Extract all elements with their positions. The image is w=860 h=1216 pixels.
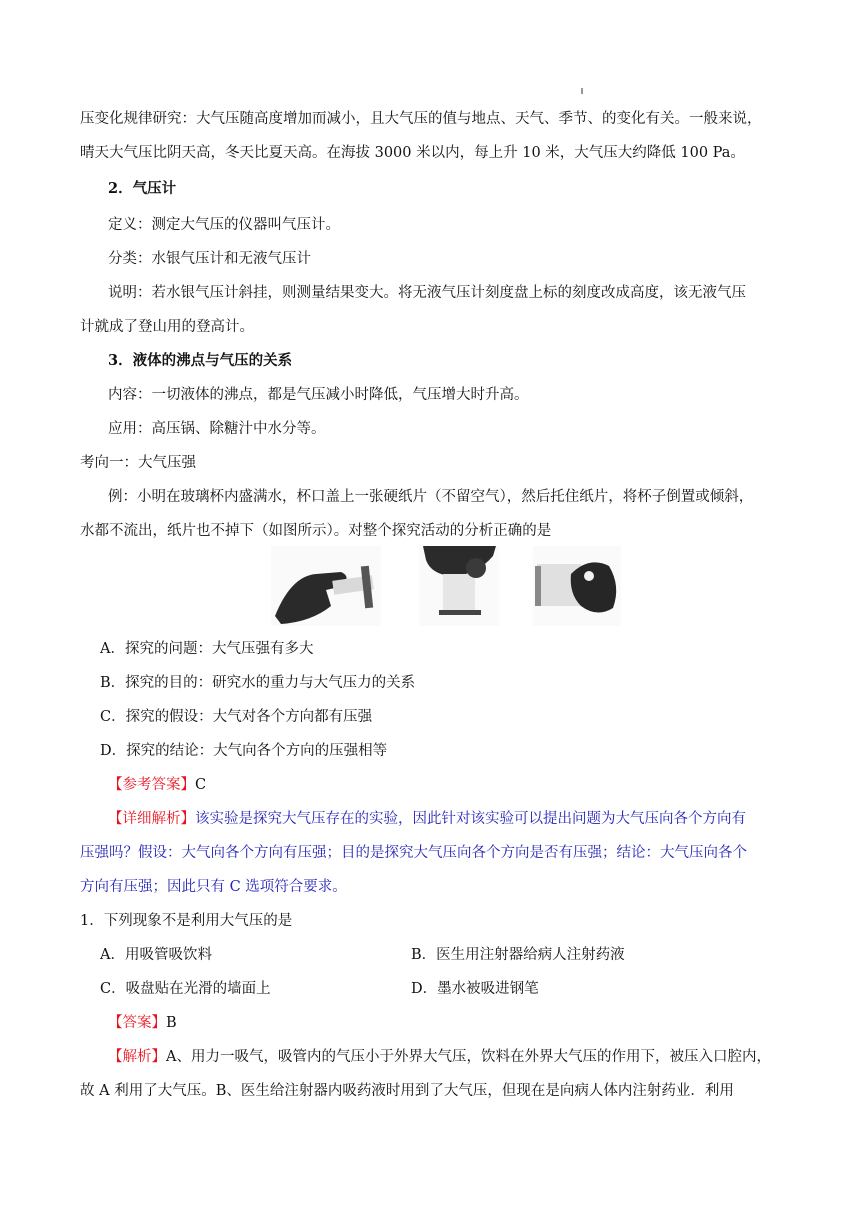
example-line-2: 水都不流出，纸片也不掉下（如图所示）。对整个探究活动的分析正确的是 [80,523,552,539]
example-line-1: 例：小明在玻璃杯内盛满水，杯口盖上一张硬纸片（不留空气），然后托住纸片，将杯子倒置或倾斜， [108,489,754,505]
question-1-option-a: A．用吸管吸饮料 [100,947,212,963]
boiling-point-application: 应用：高压锅、除糖汁中水分等。 [108,421,326,437]
barometer-note-line-2: 计就成了登山用的登高计。 [80,319,254,335]
question-1-option-c: C．吸盘贴在光滑的墙面上 [100,981,271,997]
question-1-answer [80,1006,813,1040]
question-1-analysis-line-2: 故 A 利用了大气压。B、医生给注射器内吸药液时用到了大气压，但现在是向病人体内注射药业．利用 [80,1083,734,1099]
intro-line-2: 晴天大气压比阴天高，冬天比夏天高。在海拔 3000 米以内，每上升 10 米，大气压大约降低 100 Pa。 [80,145,745,161]
example-option-d: D．探究的结论：大气向各个方向的压强相等 [100,743,388,759]
intro-line-1: 压变化规律研究：大气压随高度增加而减小，且大气压的值与地点、天气、季节、的变化有关。一般来说， [80,111,762,127]
section-3-heading: 3．液体的沸点与气压的关系 [108,352,293,369]
section-2-heading: 2．气压计 [108,180,177,197]
question-1-answer-tag: 【答案】 [108,1015,166,1031]
example-option-a: A．探究的问题：大气压强有多大 [100,641,314,657]
analysis-line-2: 压强吗？假设：大气向各个方向有压强；目的是探究大气压向各个方向是否有压强；结论：大气压向各个 [80,845,747,861]
question-1-answer-value: B [166,1015,177,1031]
header-mark [581,88,583,94]
experiment-photos [271,546,621,626]
analysis-line-1 [80,802,813,836]
question-1-options-row-1 [100,938,790,972]
photo-inverted-cup [419,546,499,626]
question-1-analysis-text-1: A、用力一吸气，吸管内的气压小于外界大气压，饮料在外界大气压的作用下，被压入口腔内， [166,1049,771,1065]
barometer-definition: 定义：测定大气压的仪器叫气压计。 [108,217,340,233]
question-1-option-d: D．墨水被吸进钢笔 [411,981,539,997]
topic-title: 考向一：大气压强 [80,455,196,471]
analysis-line-3: 方向有压强；因此只有 C 选项符合要求。 [80,879,347,895]
example-option-c: C．探究的假设：大气对各个方向都有压强 [100,709,373,725]
analysis-tag: 【详细解析】 [108,811,195,827]
photo-tilted-cup [271,546,381,626]
answer-value: C [195,777,207,793]
photo-sideways-cup [533,546,621,626]
barometer-classification: 分类：水银气压计和无液气压计 [108,251,311,267]
question-1-stem: 1．下列现象不是利用大气压的是 [80,913,293,929]
analysis-text-1: 该实验是探究大气压存在的实验，因此针对该实验可以提出问题为大气压向各个方向有 [195,811,746,827]
boiling-point-content: 内容：一切液体的沸点，都是气压减小时降低，气压增大时升高。 [108,387,529,403]
answer-tag: 【参考答案】 [108,777,195,793]
question-1-option-b: B．医生用注射器给病人注射药液 [411,947,625,963]
example-options [100,632,790,768]
barometer-note-line-1: 说明：若水银气压计斜挂，则测量结果变大。将无液气压计刻度盘上标的刻度改成高度，该无液气压 [108,285,746,301]
example-option-b: B．探究的目的：研究水的重力与大气压力的关系 [100,675,416,691]
question-1-analysis-tag: 【解析】 [108,1049,166,1065]
question-1-options-row-2 [100,972,790,1006]
reference-answer [80,768,813,802]
question-1-analysis-line-1 [80,1040,813,1074]
